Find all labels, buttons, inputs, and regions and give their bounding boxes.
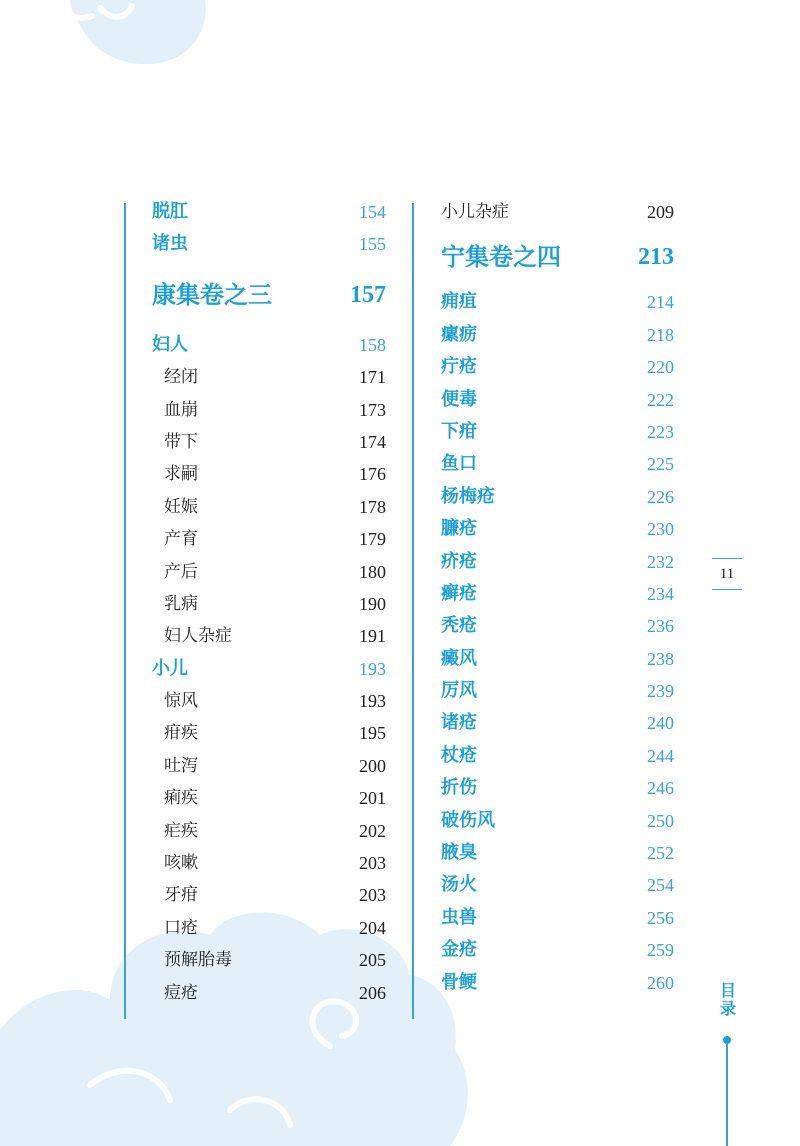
toc-entry-title: 痘疮: [164, 982, 198, 1003]
toc-entry-page: 200: [359, 755, 386, 776]
toc-entry-page: 157: [350, 281, 386, 308]
toc-entry-title: 折伤: [441, 777, 477, 799]
toc-entry-sub[interactable]: [152, 879, 386, 911]
toc-entry-title: 便毒: [441, 388, 477, 410]
toc-entry-title: 妇人: [152, 333, 188, 355]
toc-entry-sub[interactable]: [152, 556, 386, 588]
toc-entry-title: 脱肛: [152, 201, 188, 222]
toc-entry-sub[interactable]: [152, 588, 386, 620]
toc-entry-sec[interactable]: [441, 837, 674, 869]
toc-entry-title: 破伤风: [441, 809, 495, 831]
toc-entry-page: 180: [359, 561, 386, 582]
toc-entry-page: 201: [359, 788, 386, 809]
toc-entry-page: 193: [359, 658, 386, 679]
toc-entry-title: 杖疮: [441, 744, 477, 766]
toc-entry-sec[interactable]: [152, 653, 386, 685]
toc-entry-title: 臁疮: [441, 518, 477, 540]
toc-entry-title: 疳疾: [164, 723, 198, 744]
toc-entry-title: 口疮: [164, 917, 198, 938]
toc-entry-page: 173: [359, 399, 386, 420]
toc-entry-page: 193: [359, 691, 386, 712]
toc-entry-title: 牙疳: [164, 885, 198, 906]
toc-entry-sub[interactable]: [152, 944, 386, 976]
toc-entry-sec[interactable]: [441, 578, 674, 610]
toc-entry-page: 154: [359, 202, 386, 222]
toc-entry-title: 鱼口: [441, 453, 477, 475]
toc-entry-title: 疟疾: [164, 820, 198, 841]
toc-entry-title: 汤火: [441, 874, 477, 896]
toc-entry-page: 234: [647, 583, 674, 604]
toc-entry-title: 吐泻: [164, 755, 198, 776]
toc-entry-sec[interactable]: [441, 319, 674, 351]
toc-entry-title: 产育: [164, 529, 198, 550]
toc-entry-page: 230: [647, 519, 674, 540]
toc-entry-title: 小儿: [152, 657, 188, 679]
toc-entry-sec[interactable]: [441, 448, 674, 480]
page-number: 11: [712, 558, 742, 590]
toc-entry-title: 骨鲠: [441, 971, 477, 993]
toc-entry-title: 秃疮: [441, 615, 477, 637]
toc-entry-sec[interactable]: [441, 772, 674, 804]
toc-entry-title: 惊风: [164, 691, 198, 712]
toc-entry-title: 下疳: [441, 420, 477, 442]
toc-entry-title: 经闭: [164, 367, 198, 388]
toc-entry-sub[interactable]: [152, 523, 386, 555]
toc-entry-title: 痈疽: [441, 291, 477, 313]
toc-entry-sec[interactable]: [152, 196, 386, 228]
toc-entry-sub[interactable]: [152, 361, 386, 393]
toc-entry-sub[interactable]: [152, 717, 386, 749]
toc-entry-page: 225: [647, 454, 674, 475]
toc-entry-title: 金疮: [441, 939, 477, 961]
side-section-label: 目录: [719, 981, 736, 1018]
toc-entry-sec[interactable]: [441, 740, 674, 772]
toc-entry-title: 腋臭: [441, 842, 477, 864]
toc-entry-sec[interactable]: [441, 416, 674, 448]
toc-entry-title: 血崩: [164, 399, 198, 420]
toc-entry-sec[interactable]: [441, 643, 674, 675]
toc-entry-page: 244: [647, 745, 674, 766]
toc-entry-title: 诸疮: [441, 712, 477, 734]
toc-entry-title: 宁集卷之四: [441, 242, 561, 272]
middle-column-rule: [412, 203, 414, 1019]
toc-entry-sub[interactable]: [152, 685, 386, 717]
toc-entry-page: 202: [359, 820, 386, 841]
toc-entry-page: 205: [359, 950, 386, 971]
toc-entry-title: 预解胎毒: [164, 950, 232, 971]
toc-entry-sub[interactable]: [152, 750, 386, 782]
toc-entry-sec[interactable]: [441, 967, 674, 999]
toc-entry-title: 疔疮: [441, 356, 477, 378]
toc-entry-title: 产后: [164, 561, 198, 582]
toc-entry-sec[interactable]: [441, 513, 674, 545]
toc-entry-top-sub[interactable]: [441, 196, 674, 228]
left-column-rule: [124, 203, 126, 1019]
toc-entry-title: 妊娠: [164, 496, 198, 517]
toc-entry-sub[interactable]: [152, 977, 386, 1009]
toc-entry-page: 190: [359, 593, 386, 614]
toc-right-column: [441, 196, 674, 999]
toc-entry-sec[interactable]: [152, 329, 386, 361]
toc-entry-sec[interactable]: [441, 351, 674, 383]
toc-entry-sub[interactable]: [152, 912, 386, 944]
toc-entry-sec[interactable]: [441, 869, 674, 901]
toc-entry-page: 176: [359, 464, 386, 485]
toc-entry-title: 咳嗽: [164, 853, 198, 874]
toc-entry-sec[interactable]: [441, 546, 674, 578]
toc-entry-title: 杨梅疮: [441, 485, 495, 507]
toc-entry-sec[interactable]: [441, 934, 674, 966]
toc-entry-sub[interactable]: [152, 815, 386, 847]
toc-entry-page: 236: [647, 616, 674, 637]
toc-entry-page: 155: [359, 234, 386, 255]
toc-entry-sec[interactable]: [441, 902, 674, 934]
toc-entry-title: 康集卷之三: [152, 279, 272, 309]
toc-entry-sec[interactable]: [152, 228, 386, 260]
toc-entry-page: 238: [647, 648, 674, 669]
toc-entry-page: 222: [647, 389, 674, 410]
toc-entry-page: 209: [647, 202, 674, 222]
toc-entry-page: 214: [647, 292, 674, 313]
toc-entry-vol[interactable]: [152, 261, 386, 329]
toc-entry-page: 203: [359, 853, 386, 874]
toc-entry-title: 小儿杂症: [441, 202, 509, 222]
toc-entry-page: 203: [359, 885, 386, 906]
toc-entry-title: 妇人杂症: [164, 626, 232, 647]
toc-entry-sub[interactable]: [152, 782, 386, 814]
toc-left-column: [152, 196, 386, 1009]
toc-entry-sec[interactable]: [441, 481, 674, 513]
toc-entry-sub[interactable]: [152, 394, 386, 426]
toc-entry-sub[interactable]: [152, 426, 386, 458]
toc-entry-page: 174: [359, 431, 386, 452]
toc-entry-page: 252: [647, 843, 674, 864]
toc-entry-sec[interactable]: [441, 286, 674, 318]
toc-entry-sub[interactable]: [152, 620, 386, 652]
toc-entry-sec[interactable]: [441, 675, 674, 707]
toc-entry-page: 226: [647, 486, 674, 507]
toc-entry-sub[interactable]: [152, 847, 386, 879]
toc-entry-page: 246: [647, 778, 674, 799]
toc-entry-title: 瘰疬: [441, 323, 477, 345]
toc-entry-page: 204: [359, 917, 386, 938]
toc-entry-page: 250: [647, 810, 674, 831]
toc-entry-page: 256: [647, 907, 674, 928]
toc-entry-title: 乳病: [164, 593, 198, 614]
toc-entry-sec[interactable]: [441, 707, 674, 739]
toc-entry-page: 254: [647, 875, 674, 896]
toc-entry-sec[interactable]: [441, 384, 674, 416]
toc-entry-sub[interactable]: [152, 458, 386, 490]
toc-entry-title: 求嗣: [164, 464, 198, 485]
toc-entry-page: 232: [647, 551, 674, 572]
toc-entry-page: 218: [647, 324, 674, 345]
toc-entry-vol[interactable]: [441, 228, 674, 286]
toc-entry-page: 259: [647, 940, 674, 961]
toc-entry-sec[interactable]: [441, 610, 674, 642]
toc-entry-page: 191: [359, 626, 386, 647]
toc-entry-page: 260: [647, 972, 674, 993]
toc-entry-page: 178: [359, 496, 386, 517]
toc-entry-title: 虫兽: [441, 906, 477, 928]
toc-entry-page: 158: [359, 334, 386, 355]
toc-entry-page: 223: [647, 421, 674, 442]
toc-entry-sub[interactable]: [152, 491, 386, 523]
toc-entry-title: 带下: [164, 431, 198, 452]
toc-entry-page: 171: [359, 367, 386, 388]
toc-entry-page: 239: [647, 681, 674, 702]
toc-entry-title: 癜风: [441, 647, 477, 669]
toc-entry-page: 213: [638, 244, 674, 271]
toc-entry-page: 240: [647, 713, 674, 734]
side-rule: [726, 1043, 728, 1146]
toc-entry-page: 206: [359, 982, 386, 1003]
toc-entry-title: 厉风: [441, 680, 477, 702]
toc-entry-page: 179: [359, 529, 386, 550]
toc-entry-sec[interactable]: [441, 805, 674, 837]
toc-entry-title: 疥疮: [441, 550, 477, 572]
toc-entry-title: 癣疮: [441, 582, 477, 604]
toc-entry-title: 诸虫: [152, 233, 188, 255]
toc-entry-title: 痢疾: [164, 788, 198, 809]
toc-entry-page: 195: [359, 723, 386, 744]
toc-entry-page: 220: [647, 357, 674, 378]
